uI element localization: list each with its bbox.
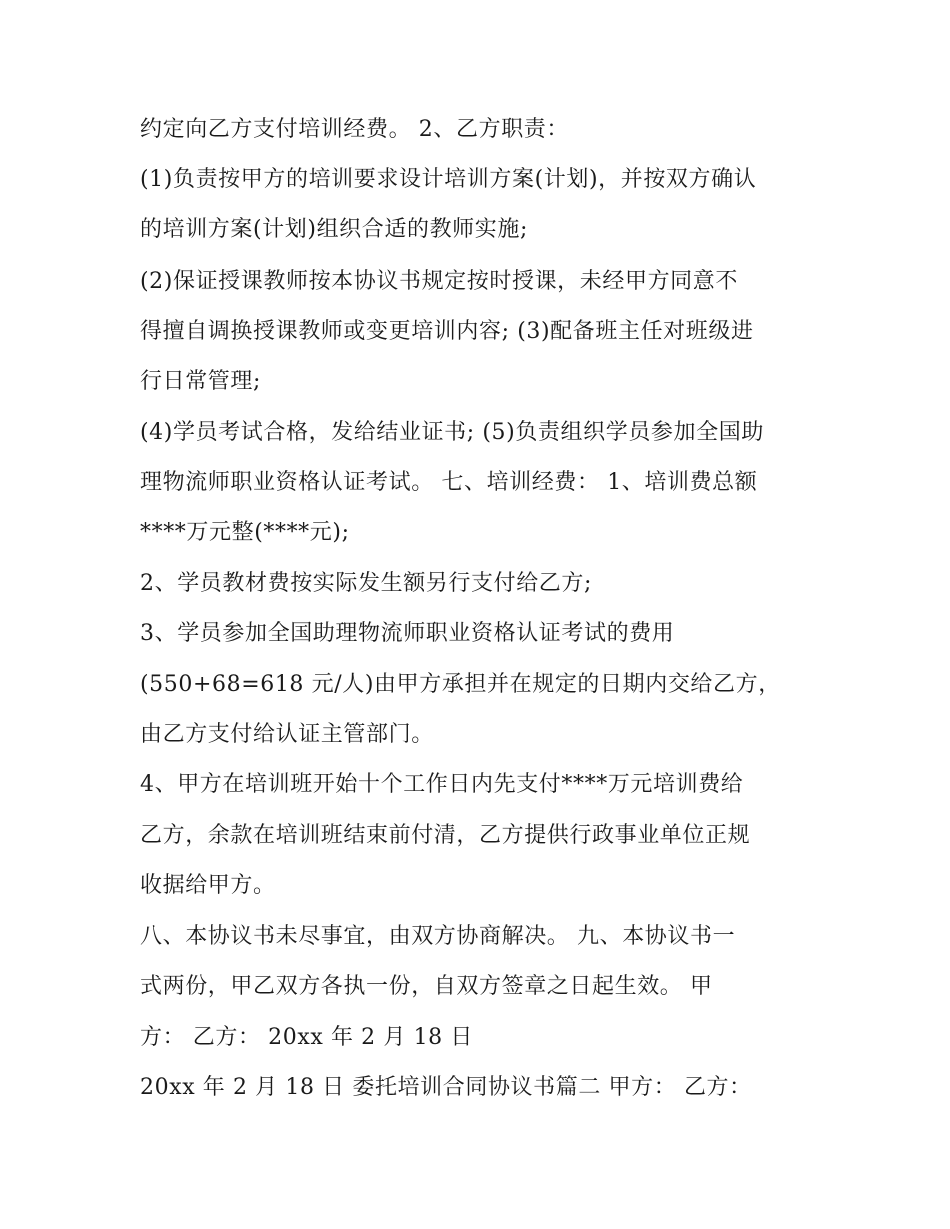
text-line: (550+68=618 元/人)由甲方承担并在规定的日期内交给乙方， — [140, 672, 781, 697]
text-line: 2、学员教材费按实际发生额另行支付给乙方; — [140, 571, 593, 596]
text-line: 得擅自调换授课教师或变更培训内容; (3)配备班主任对班级进 — [140, 319, 754, 344]
text-line: 八、本协议书未尽事宜，由双方协商解决。 九、本协议书一 — [140, 924, 736, 949]
text-line: 3、学员参加全国助理物流师职业资格认证考试的费用 — [140, 621, 675, 646]
text-line: ****万元整(****元); — [140, 520, 350, 545]
text-line: 约定向乙方支付培训经费。 2、乙方职责： — [140, 117, 569, 142]
text-line: 20xx 年 2 月 18 日 委托培训合同协议书篇二 甲方： 乙方： — [140, 1075, 752, 1100]
text-line: 式两份，甲乙双方各执一份，自双方签章之日起生效。 甲 — [140, 974, 713, 999]
text-line: 4、甲方在培训班开始十个工作日内先支付****万元培训费给 — [140, 772, 744, 797]
text-line: 收据给甲方。 — [140, 873, 276, 898]
text-line: 行日常管理; — [140, 369, 262, 394]
text-line: 方： 乙方： 20xx 年 2 月 18 日 — [140, 1025, 473, 1050]
text-line: (2)保证授课教师按本协议书规定按时授课，未经甲方同意不 — [140, 269, 738, 294]
text-line: (1)负责按甲方的培训要求设计培训方案(计划)，并按双方确认 — [140, 167, 757, 192]
text-line: 乙方，余款在培训班结束前付清，乙方提供行政事业单位正规 — [140, 823, 751, 848]
text-line: 由乙方支付给认证主管部门。 — [140, 722, 434, 747]
text-line: (4)学员考试合格，发给结业证书; (5)负责组织学员参加全国助 — [140, 420, 764, 445]
text-line: 的培训方案(计划)组织合适的教师实施; — [140, 217, 528, 242]
text-line: 理物流师职业资格认证考试。 七、培训经费： 1、培训费总额 — [140, 470, 758, 495]
